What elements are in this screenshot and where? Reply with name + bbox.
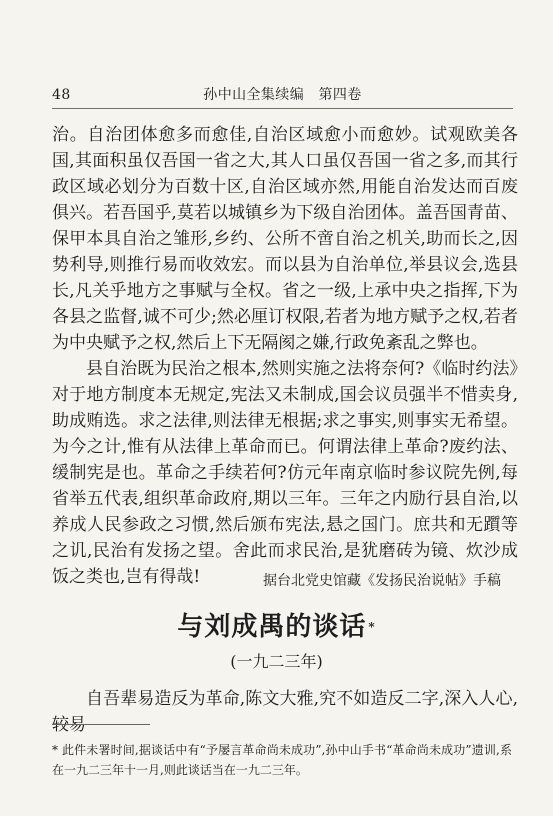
- main-text: [52, 122, 518, 590]
- footnote-text: * 此件未署时间,据谈话中有“予屡言革命尚未成功”,孙中山手书“革命尚未成功”遗训,系在一九二三年十一月,则此谈话当在一九二三年。: [52, 743, 512, 777]
- page-number: 48: [52, 87, 71, 103]
- section-title: [0, 610, 553, 644]
- section-date: (一九二三年): [230, 652, 323, 671]
- section-first-line: 自吾辈易造反为革命,陈文大雅,究不如造反二字,深入人心,较易: [52, 689, 518, 735]
- section-title-text: 与刘成禺的谈话: [177, 612, 367, 642]
- paragraph-2: 县自治既为民治之根本,然则实施之法将奈何?《临时约法》对于地方制度本无规定,宪法又未制成,国会议员强半不惜卖身,助成贿选。求之法律,则法律无根据;求之事实,则事实无希望。为今之计,惟有从法律上革命而已。何谓法律上革命?废约法、缓制宪是也。革命之手续若何?仿元年南京临时参议院先例,每省举五代表,组织革命政府,期以三年。三年之内励行县自治,以养成人民参政之习惯,然后颁布宪法,悬之国门。庶共和无躓等之讥,民治有发扬之望。舍此而求民治,是犹磨砖为镜、炊沙成饭之类也,岂有得哉!: [52, 359, 518, 587]
- footnote-rule: [52, 724, 150, 725]
- source-note: 据台北党史馆藏《发扬民治说帖》手稿: [263, 573, 501, 589]
- running-head: 孙中山全集续编 第四卷: [203, 87, 362, 103]
- paragraph-1: 治。自治团体愈多而愈佳,自治区域愈小而愈妙。试观欧美各国,其面积虽仅吾国一省之大,其人口虽仅吾国一省之多,而其行政区域必划分为百数十区,自治区域亦然,用能自治发达而百废俱兴。若吾国乎,莫若以城镇乡为下级自治团体。盖吾国青苗、保甲本具自治之雏形,乡约、公所不啻自治之机关,助而长之,因势利导,则推行易而收效宏。而以县为自治单位,举县议会,选县长,凡关乎地方之事赋与全权。省之一级,上承中央之指挥,下为各县之监督,诚不可少;然必厘订权限,若者为地方赋予之权,若者为中央赋予之权,然后上下无隔阂之嫌,行政免紊乱之弊也。: [52, 125, 518, 353]
- title-footnote-mark: *: [368, 620, 376, 634]
- page-header: [52, 86, 513, 109]
